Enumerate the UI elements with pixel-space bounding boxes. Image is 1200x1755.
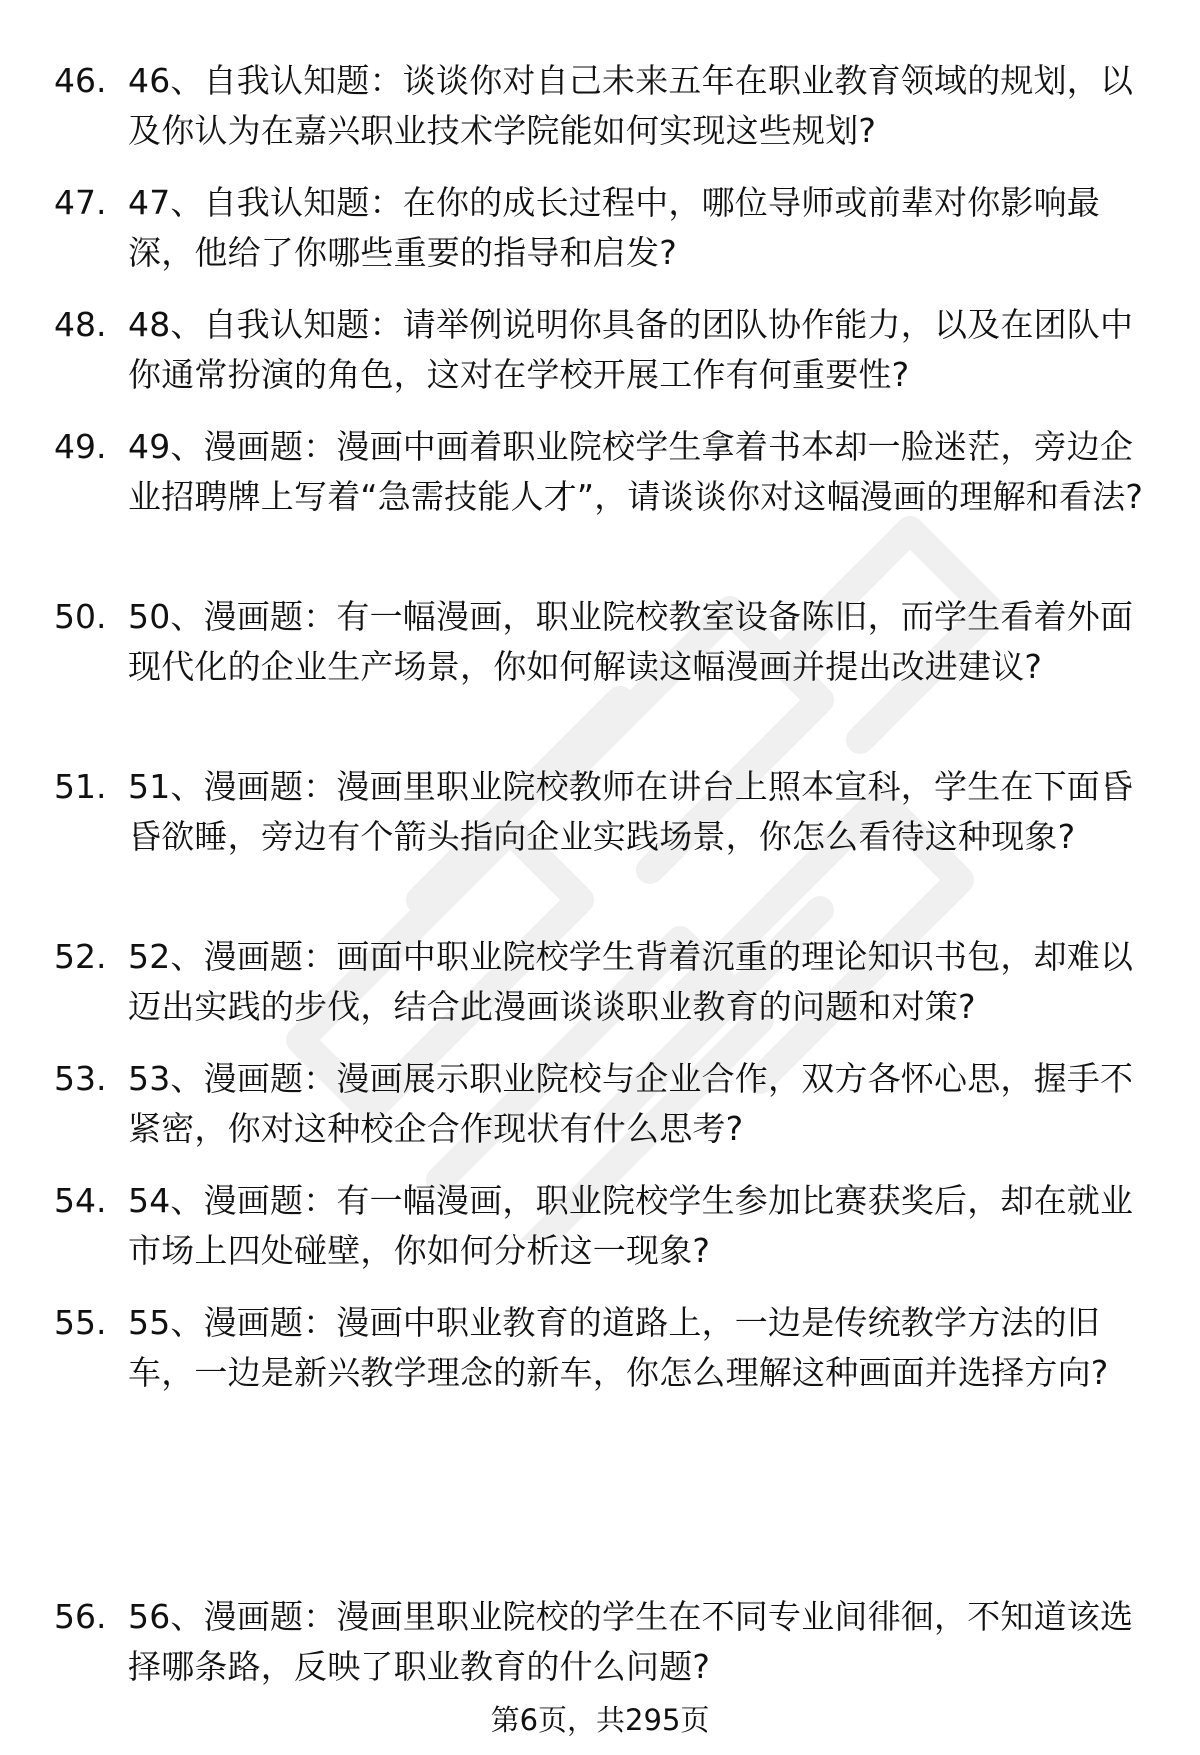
question-item-52 xyxy=(54,932,1164,1032)
question-text: 53、漫画题：漫画展示职业院校与企业合作，双方各怀心思，握手不紧密，你对这种校企合作现状有什么思考? xyxy=(128,1059,1134,1148)
question-item-51 xyxy=(54,762,1164,862)
question-text: 51、漫画题：漫画里职业院校教师在讲台上照本宣科，学生在下面昏昏欲睡，旁边有个箭头指向企业实践场景，你怎么看待这种现象? xyxy=(128,767,1134,856)
question-item-55 xyxy=(54,1298,1164,1398)
question-number: 54. xyxy=(54,1181,107,1220)
question-text: 47、自我认知题：在你的成长过程中，哪位导师或前辈对你影响最深，他给了你哪些重要的指导和启发? xyxy=(128,183,1100,272)
question-item-49 xyxy=(54,422,1164,522)
question-item-47 xyxy=(54,178,1164,278)
question-text: 49、漫画题：漫画中画着职业院校学生拿着书本却一脸迷茫，旁边企业招聘牌上写着“急需技能人才”，请谈谈你对这幅漫画的理解和看法? xyxy=(128,427,1144,516)
question-item-56 xyxy=(54,1592,1164,1692)
question-item-48 xyxy=(54,300,1164,400)
question-number: 53. xyxy=(54,1059,107,1098)
question-item-54 xyxy=(54,1176,1164,1276)
question-item-53 xyxy=(54,1054,1164,1154)
question-item-46 xyxy=(54,56,1164,156)
question-number: 49. xyxy=(54,427,107,466)
question-number: 48. xyxy=(54,305,107,344)
question-text: 46、自我认知题：谈谈你对自己未来五年在职业教育领域的规划，以及你认为在嘉兴职业技术学院能如何实现这些规划? xyxy=(128,61,1134,150)
question-text: 55、漫画题：漫画中职业教育的道路上，一边是传统教学方法的旧车，一边是新兴教学理念的新车，你怎么理解这种画面并选择方向? xyxy=(128,1303,1109,1392)
question-number: 52. xyxy=(54,937,107,976)
question-number: 46. xyxy=(54,61,107,100)
question-number: 55. xyxy=(54,1303,107,1342)
page-footer: 第6页，共295页 xyxy=(490,1703,710,1737)
question-item-50 xyxy=(54,592,1164,692)
question-text: 48、自我认知题：请举例说明你具备的团队协作能力，以及在团队中你通常扮演的角色，这对在学校开展工作有何重要性? xyxy=(128,305,1134,394)
question-text: 52、漫画题：画面中职业院校学生背着沉重的理论知识书包，却难以迈出实践的步伐，结合此漫画谈谈职业教育的问题和对策? xyxy=(128,937,1134,1026)
question-text: 50、漫画题：有一幅漫画，职业院校教室设备陈旧，而学生看着外面现代化的企业生产场景，你如何解读这幅漫画并提出改进建议? xyxy=(128,597,1134,686)
question-number: 47. xyxy=(54,183,107,222)
question-number: 50. xyxy=(54,597,107,636)
question-number: 56. xyxy=(54,1597,107,1636)
question-text: 54、漫画题：有一幅漫画，职业院校学生参加比赛获奖后，却在就业市场上四处碰壁，你如何分析这一现象? xyxy=(128,1181,1134,1270)
question-number: 51. xyxy=(54,767,107,806)
question-text: 56、漫画题：漫画里职业院校的学生在不同专业间徘徊，不知道该选择哪条路，反映了职业教育的什么问题? xyxy=(128,1597,1134,1686)
